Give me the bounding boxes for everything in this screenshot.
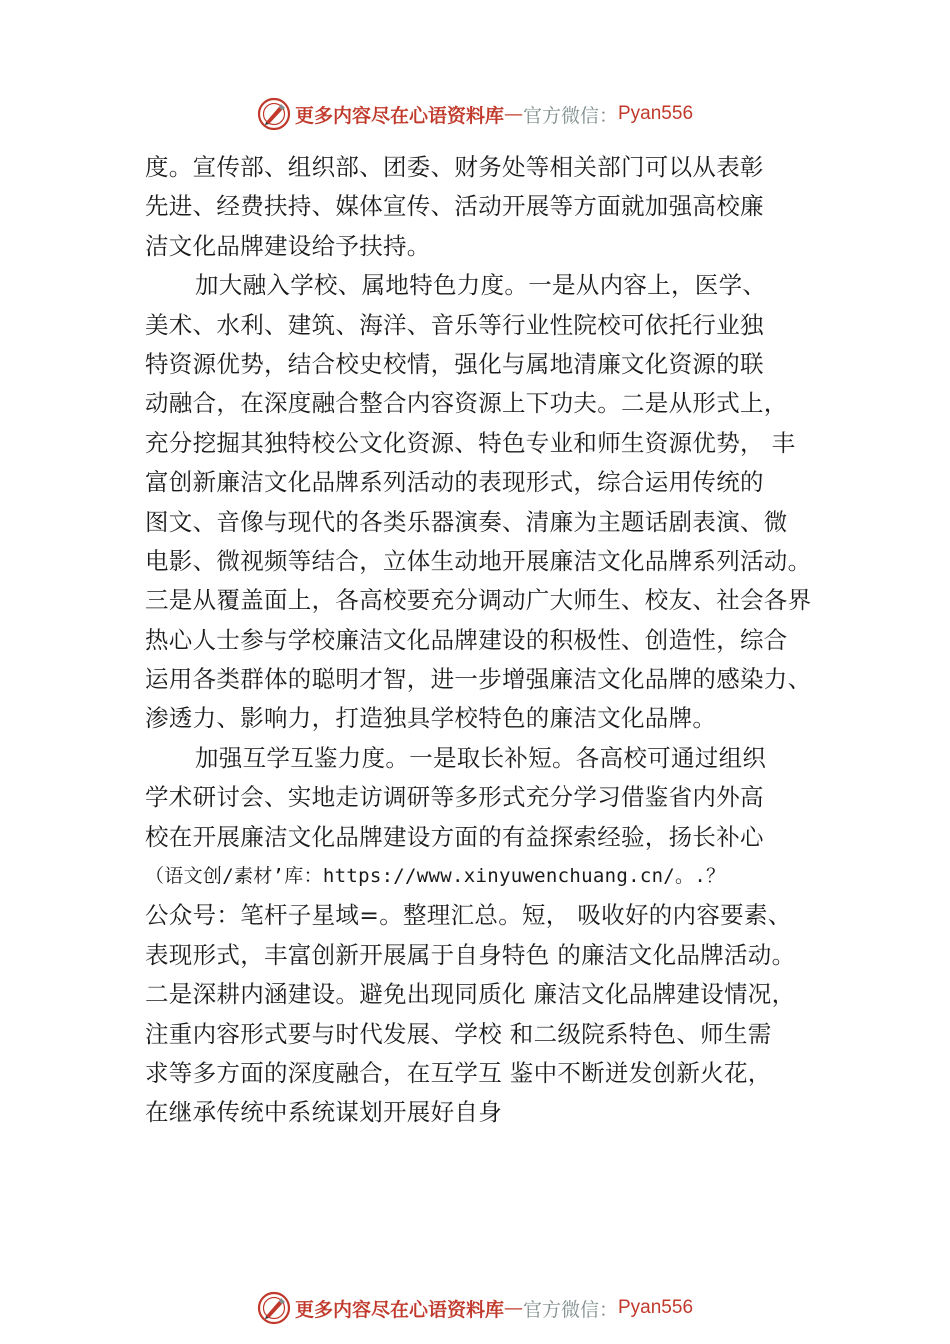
text-line: 表现形式，丰富创新开展属于自身特色 的廉洁文化品牌活动。 [145, 940, 796, 969]
text-line: 先进、经费扶持、媒体宣传、活动开展等方面就加强高校廉 [145, 192, 764, 221]
text-line: 学术研讨会、实地走访调研等多形式充分学习借鉴省内外高 [145, 783, 764, 812]
text-line: 三是从覆盖面上，各高校要充分调动广大师生、校友、社会各界 [145, 586, 812, 615]
footer-banner [0, 1288, 950, 1328]
wechat-label: 官方微信： [522, 104, 618, 127]
paragraph-start: 加大融入学校、属地特色力度。一是从内容上，医学、 [195, 271, 767, 300]
pen-logo-icon [257, 1291, 291, 1325]
text-line: 注重内容形式要与时代发展、学校 和二级院系特色、师生需 [145, 1019, 772, 1048]
text-line: 热心人士参与学校廉洁文化品牌建设的积极性、创造性，综合 [145, 625, 788, 654]
text-line: 图文、音像与现代的各类乐器演奏、清廉为主题话剧表演、微 [145, 507, 788, 536]
text-line: 洁文化品牌建设给予扶持。 [145, 231, 431, 260]
text-line: 渗透力、影响力，打造独具学校特色的廉洁文化品牌。 [145, 704, 717, 733]
header-banner [0, 94, 950, 134]
text-line: 运用各类群体的聪明才智，进一步增强廉洁文化品牌的感染力、 [145, 665, 812, 694]
text-line: 电影、微视频等结合，立体生动地开展廉洁文化品牌系列活动。 [145, 546, 812, 575]
banner-text: 更多内容尽在心语资料库 [294, 104, 504, 127]
text-line: 充分挖掘其独特校公文化资源、特色专业和师生资源优势， 丰 [145, 428, 796, 457]
banner-separator: — [503, 103, 523, 125]
text-line: 求等多方面的深度融合，在互学互 鉴中不断迸发创新火花， [145, 1058, 772, 1087]
paragraph-start: 加强互学互鉴力度。一是取长补短。各高校可通过组织 [195, 743, 767, 772]
text-line: 特资源优势，结合校史校情，强化与属地清廉文化资源的联 [145, 349, 764, 378]
banner-separator: — [503, 1297, 523, 1319]
text-line: 在继承传统中系统谋划开展好自身 [145, 1098, 502, 1127]
banner-text: 更多内容尽在心语资料库 [294, 1298, 504, 1321]
text-line: 度。宣传部、组织部、团委、财务处等相关部门可以从表彰 [145, 153, 764, 181]
pen-logo-icon [257, 97, 291, 131]
text-line: 校在开展廉洁文化品牌建设方面的有益探索经验，扬长补心 [145, 822, 764, 851]
document-body [145, 148, 845, 1133]
text-line: 二是深耕内涵建设。避免出现同质化 廉洁文化品牌建设情况， [145, 980, 796, 1009]
text-line: 美术、水利、建筑、海洋、音乐等行业性院校可依托行业独 [145, 310, 764, 339]
text-line-url: （语文创/素材’库：https://www.xinyuwenchuang.cn/。.？ [145, 865, 726, 888]
wechat-label: 官方微信： [522, 1298, 618, 1321]
wechat-id: Pyan556 [618, 1297, 694, 1318]
text-line: 富创新廉洁文化品牌系列活动的表现形式，综合运用传统的 [145, 468, 764, 497]
text-line: 公众号：笔杆子星域=。整理汇总。短， 吸收好的内容要素、 [145, 901, 792, 930]
wechat-id: Pyan556 [618, 103, 694, 124]
text-line: 动融合，在深度融合整合内容资源上下功夫。二是从形式上， [145, 389, 788, 418]
